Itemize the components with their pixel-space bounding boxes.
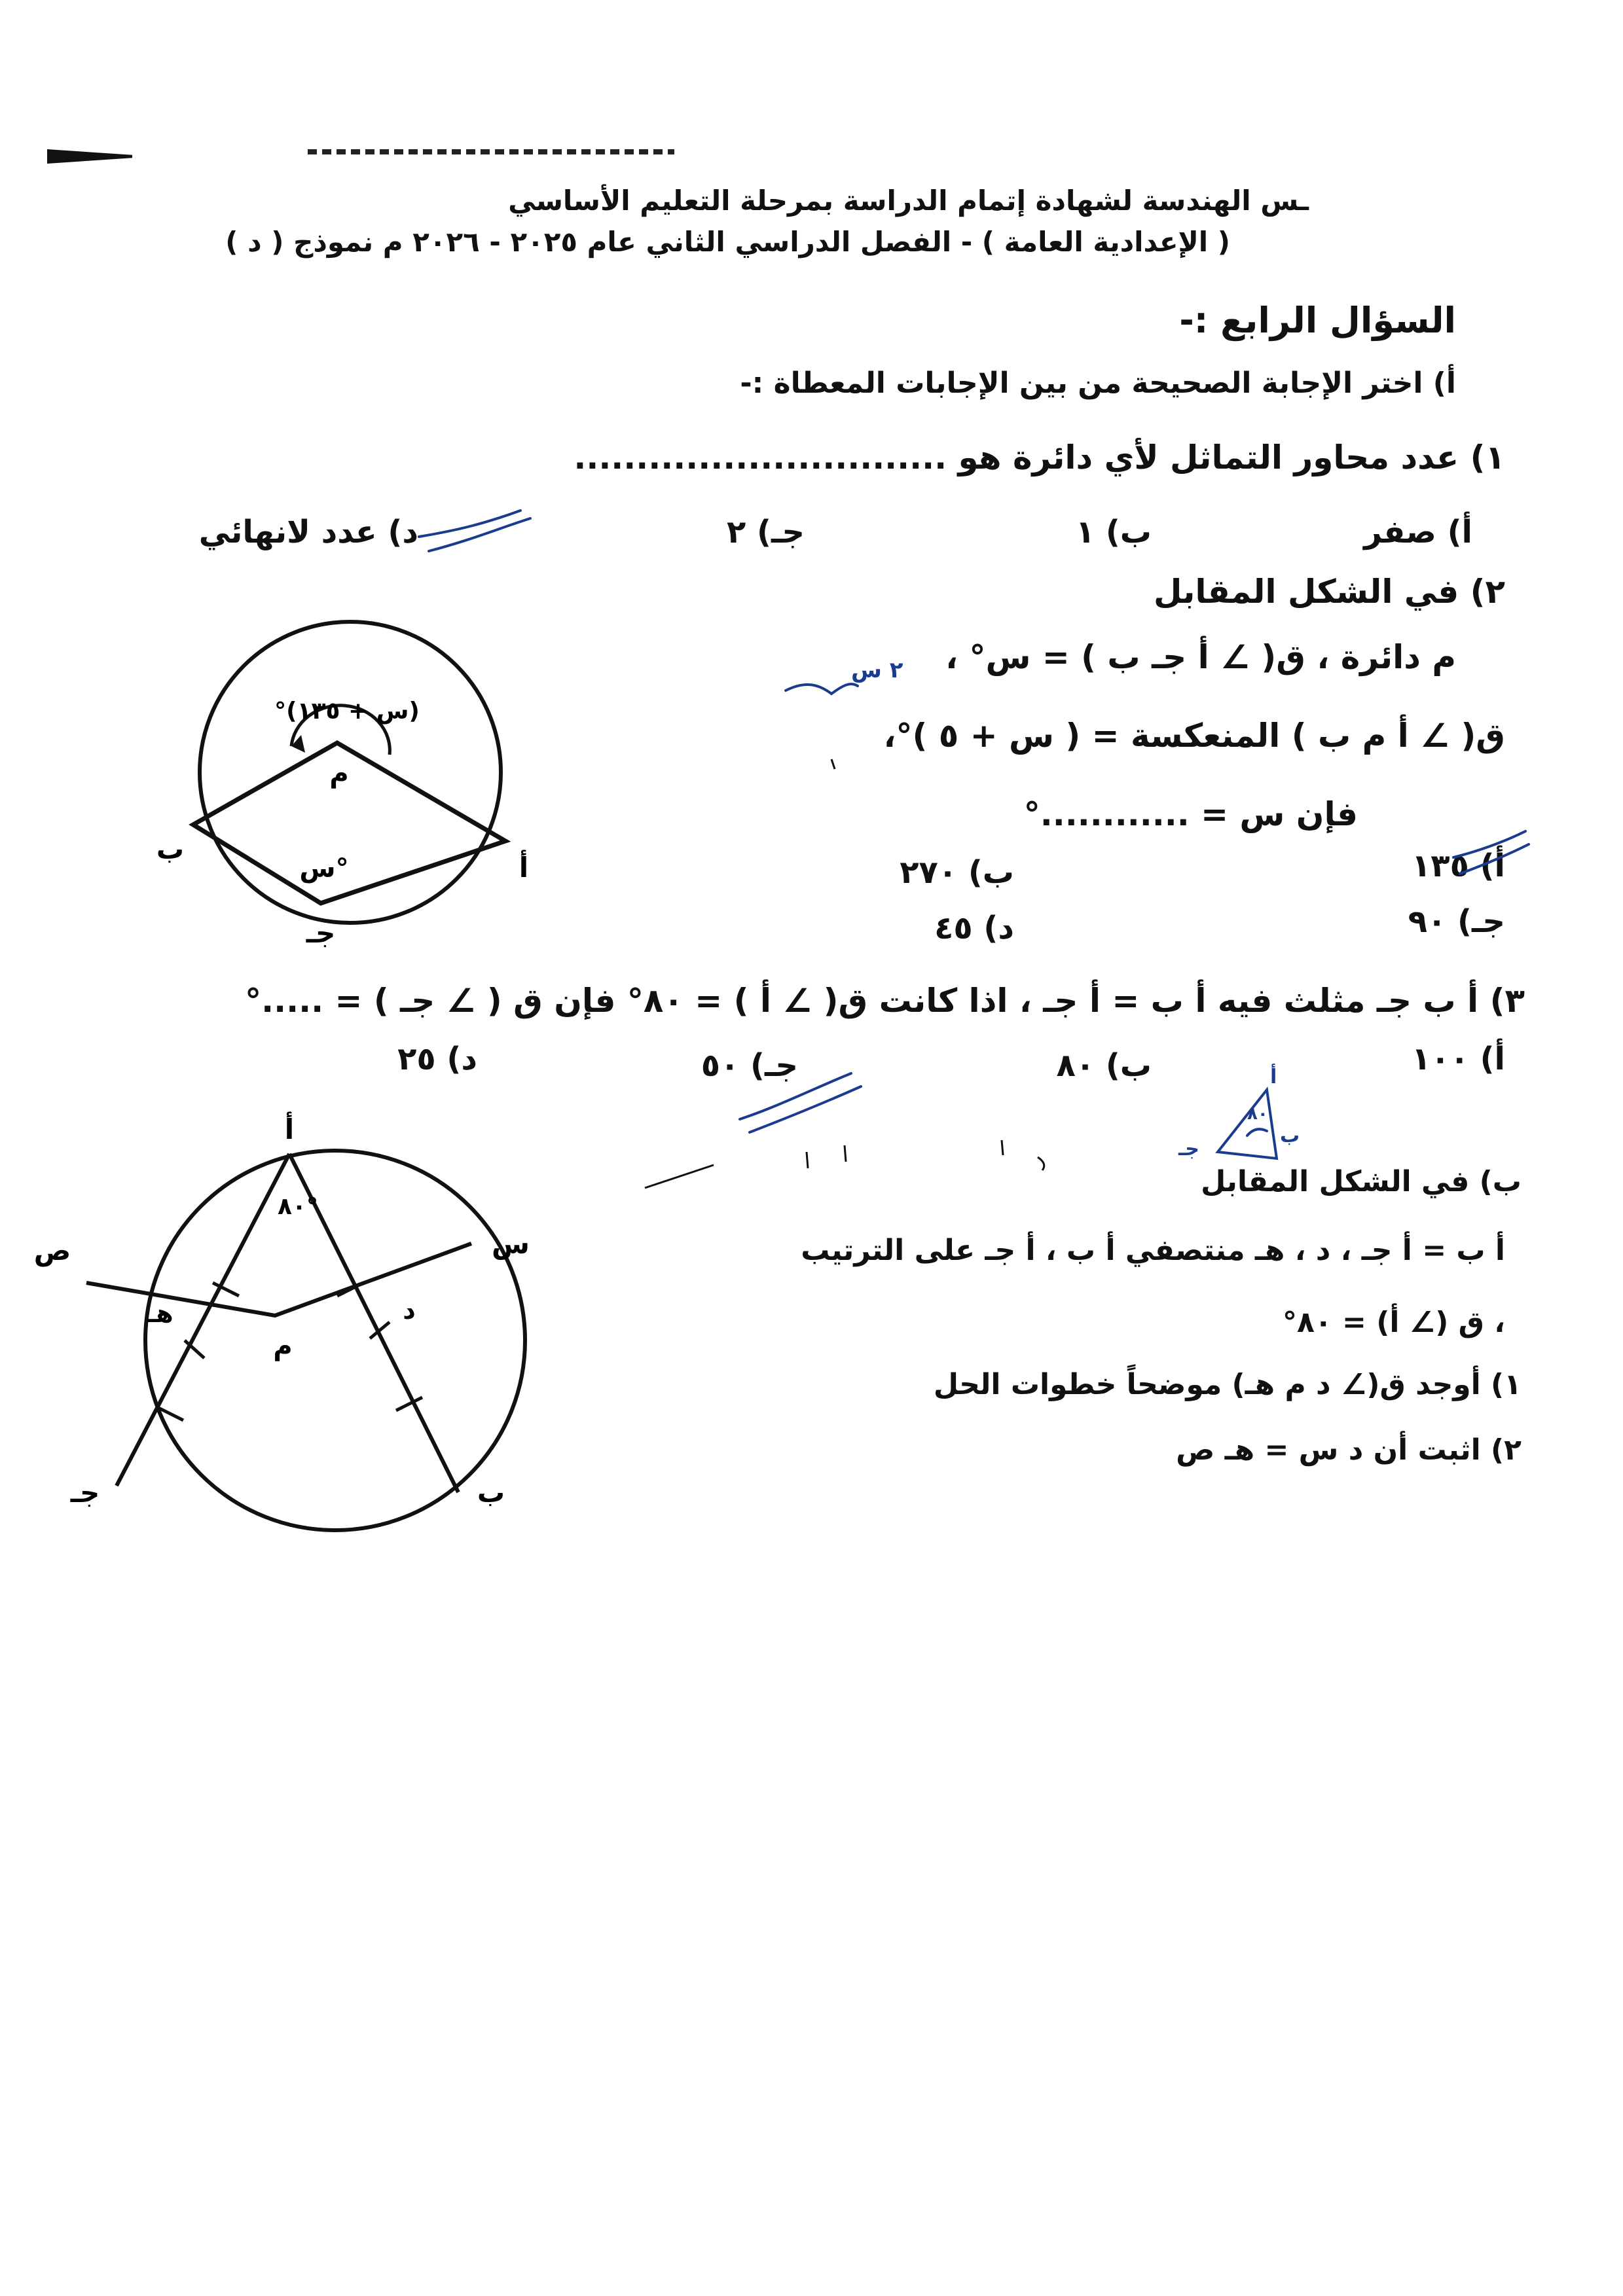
check-mark-q2-a	[1453, 831, 1529, 874]
q3-option-b: ب) ٨٠	[1056, 1047, 1152, 1084]
triangle-sketch-angle	[1247, 1129, 1267, 1136]
q1-text: ١) عدد محاور التماثل لأي دائرة هو ..............................	[574, 439, 1505, 476]
part-b-center-label: م	[273, 1331, 293, 1361]
part-a-title: أ) اختر الإجابة الصحيحة من بين الإجابات المعطاة :-	[740, 367, 1456, 400]
part-b-line-1: أ ب = أ جـ ، د ، هـ منتصفي أ ب ، أ جـ على الترتيب	[801, 1234, 1505, 1267]
q2-option-d: د) ٤٥	[934, 910, 1014, 946]
q3-option-a: أ) ١٠٠	[1412, 1041, 1505, 1077]
handwriting-near-q2: ٢ س	[851, 657, 903, 683]
q3-text: ٣) أ ب جـ مثلث فيه أ ب = أ جـ ، اذا كانت ق( ∠ أ ) = ٨٠° فإن ق ( ∠ جـ ) = .....°	[245, 982, 1525, 1020]
q1-option-b: ب) ١	[1075, 514, 1152, 550]
q2-line-2: م دائرة ، ق( ∠ أ جـ ب ) = س° ،	[945, 638, 1456, 676]
q2-angle-x-label: س°	[299, 853, 349, 884]
q2-angle-label: (س + ١٣٥)°	[274, 698, 420, 725]
q1-option-c: جـ) ٢	[727, 514, 805, 550]
part-b-point-s-label: س	[492, 1228, 530, 1260]
scribble-near-q2	[786, 684, 858, 694]
sketch-label-b: ب	[1280, 1124, 1300, 1147]
check-mark-q1-d	[419, 511, 530, 551]
part-b-point-c-label: جـ	[70, 1477, 100, 1509]
header-line-2: ( الإعدادية العامة ) - الفصل الدراسي الثاني عام ٢٠٢٥ - ٢٠٢٦ م نموذج ( د )	[225, 226, 1230, 258]
part-b-line-2: ، ق (∠ أ) = ٨٠°	[1283, 1306, 1505, 1339]
q2-point-a-label: أ	[519, 852, 529, 884]
stray-line	[645, 1165, 714, 1188]
q2-line-1: ٢) في الشكل المقابل	[1153, 573, 1505, 611]
part-b-point-b-label: ب	[477, 1477, 505, 1509]
sketch-label-a: أ	[1270, 1066, 1277, 1088]
sketch-angle-label: ٨٠	[1247, 1104, 1268, 1124]
q2-option-c: جـ) ٩٠	[1408, 903, 1505, 940]
part-b-point-a-label: أ	[284, 1113, 295, 1145]
check-mark-q3-c	[740, 1073, 861, 1132]
header-line-1: ـس الهندسة لشهادة إتمام الدراسة بمرحلة التعليم الأساسي	[508, 185, 1309, 217]
sketch-label-c: جـ	[1178, 1138, 1199, 1160]
part-b-point-h-label: هـ	[147, 1299, 173, 1328]
q3-option-c: جـ) ٥٠	[701, 1047, 798, 1084]
part-b-point-d-label: د	[403, 1296, 416, 1325]
q2-point-b-label: ب	[156, 833, 185, 865]
stray-marks	[807, 1140, 1044, 1170]
part-b-requirement-2: ٢) اثبت أن د س = هـ ص	[1176, 1433, 1522, 1467]
q2-line-4: فإن س = ............°	[1023, 795, 1358, 833]
q1-option-a: أ) صفر	[1364, 514, 1472, 550]
part-b-point-p-label: ص	[33, 1234, 71, 1266]
triangle-sketch	[1218, 1090, 1277, 1158]
q1-option-d: د) عدد لانهائي	[198, 514, 418, 550]
question-four-title: السؤال الرابع :-	[1179, 300, 1456, 341]
q2-option-b: ب) ٢٧٠	[900, 854, 1014, 891]
part-b-requirement-1: ١) أوجد ق(∠ د م هـ) موضحاً خطوات الحل	[933, 1368, 1522, 1401]
q2-line-3: ق( ∠ أ م ب ) المنعكسة = ( س + ٥ )°،	[883, 717, 1505, 755]
part-b-angle-label: ٨٠°	[278, 1193, 318, 1220]
q2-point-c-label: جـ	[306, 917, 336, 949]
q3-option-d: د) ٢٥	[397, 1041, 477, 1077]
q2-center-label: م	[329, 759, 349, 789]
q2-option-a: أ) ١٣٥	[1412, 848, 1505, 884]
part-b-title: ب) في الشكل المقابل	[1201, 1165, 1522, 1198]
stray-comma	[831, 759, 835, 769]
